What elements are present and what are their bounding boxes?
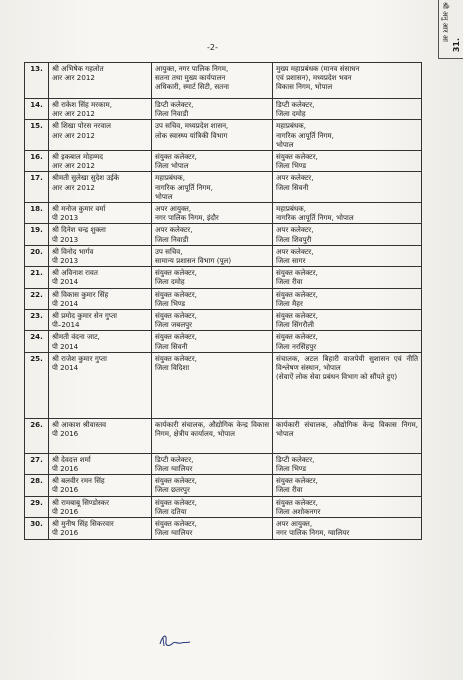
serial-number: 28. <box>25 475 49 496</box>
officer-name <box>49 288 152 309</box>
new-posting-line: नगर पालिक निगम, ग्वालियर <box>276 528 350 538</box>
new-posting-line: (सेवाऐं लोक सेवा प्रबंधन विभाग को सौंपते हुए) <box>276 372 398 382</box>
table-row <box>25 245 422 266</box>
officer-name-line: श्री देवदत्त शर्मा <box>52 454 91 464</box>
new-posting-line: जिला भिण्ड <box>276 161 306 171</box>
officer-name-line: पी 2016 <box>52 464 79 474</box>
officer-name <box>49 120 152 151</box>
officer-name <box>49 453 152 474</box>
table-row <box>25 496 422 517</box>
new-posting-line: अपर कलेक्टर, <box>276 225 314 235</box>
officer-name <box>49 352 152 418</box>
table-row <box>25 63 422 99</box>
current-posting-line: संयुक्त कलेक्टर, <box>155 332 197 342</box>
officer-name-line: श्री विकास कुमार सिंह <box>52 289 109 299</box>
new-posting-line: नागरिक आपूर्ति निगम, <box>276 130 334 140</box>
table-row <box>25 172 422 203</box>
serial-number: 22. <box>25 288 49 309</box>
serial-number: 24. <box>25 331 49 352</box>
table-row <box>25 475 422 496</box>
new-posting <box>273 352 422 418</box>
new-posting-line: महाप्रबंधक, <box>276 121 306 131</box>
new-posting <box>273 496 422 517</box>
current-posting-line: उप सचिव, <box>155 246 183 256</box>
officer-name-line: पी 2013 <box>52 256 79 266</box>
serial-number: 17. <box>25 172 49 203</box>
officer-name-line: श्री आकाश श्रीवास्तव <box>52 419 107 429</box>
current-posting <box>152 496 273 517</box>
current-posting-line: लोक स्वास्थ्य यांत्रिकी विभाग <box>155 130 228 140</box>
new-posting-line: नागरिक आपूर्ति निगम, भोपाल <box>276 213 354 223</box>
current-posting <box>152 453 273 474</box>
current-posting-line: नागरिक आपूर्ति निगम, <box>155 182 213 192</box>
current-posting <box>152 63 273 99</box>
table-row <box>25 151 422 172</box>
current-posting <box>152 120 273 151</box>
current-posting <box>152 172 273 203</box>
officer-name <box>49 245 152 266</box>
officer-name-line: पी 2013 <box>52 213 79 223</box>
transfer-table-body <box>25 63 422 540</box>
current-posting <box>152 518 273 539</box>
officer-name-line: श्री इकबाल मोहम्मद <box>52 152 103 162</box>
serial-number: 13. <box>25 63 49 99</box>
new-posting-line: संयुक्त कलेक्टर, <box>276 289 318 299</box>
officer-name-line: श्री बलवीर रमन सिंह <box>52 476 105 486</box>
officer-name <box>49 203 152 224</box>
officer-name-line: पी 2014 <box>52 298 79 308</box>
table-row <box>25 288 422 309</box>
new-posting <box>273 418 422 453</box>
officer-name <box>49 310 152 331</box>
new-posting <box>273 475 422 496</box>
current-posting-line: डिप्टी कलेक्टर, <box>155 454 194 464</box>
officer-name-line: श्री मुनीष सिंह सिकरवार <box>52 519 114 529</box>
serial-number: 29. <box>25 496 49 517</box>
current-posting <box>152 203 273 224</box>
table-row <box>25 120 422 151</box>
current-posting-line: भोपाल <box>155 191 173 201</box>
officer-name-line: श्री अविनाश रावत <box>52 268 98 278</box>
officer-name-line: पी 2016 <box>52 429 79 439</box>
current-posting-line: संयुक्त कलेक्टर, <box>155 519 197 529</box>
table-row <box>25 352 422 418</box>
serial-number: 23. <box>25 310 49 331</box>
serial-number: 14. <box>25 99 49 120</box>
new-posting <box>273 331 422 352</box>
table-row <box>25 331 422 352</box>
officer-name-line: श्री राकेश सिंह मरकाम, <box>52 100 112 109</box>
current-posting-line: डिप्टी कलेक्टर, <box>155 100 194 109</box>
current-posting-line: संयुक्त कलेक्टर, <box>155 311 197 321</box>
officer-name-line: श्री दिनेश चन्द्र शुक्ला <box>52 225 106 235</box>
current-posting-line: कार्यकारी संचालक, औद्योगिक केन्द्र विकास निगम, क्षेत्रीय कार्यालय, भोपाल <box>155 419 269 439</box>
officer-name <box>49 518 152 539</box>
officer-name-line: पी 2016 <box>52 506 79 516</box>
current-posting <box>152 224 273 245</box>
serial-number: 18. <box>25 203 49 224</box>
adjacent-page-text: श्री अनु आर आ <box>441 2 449 42</box>
new-posting-line: जिला रीवा <box>276 277 303 287</box>
officer-name-line: श्रीमती सुलेखा सुदेश उईके <box>52 173 120 183</box>
officer-name-line: श्रीमती वंदना जाट, <box>52 332 100 342</box>
officer-name-line: श्री अभिषेक गहलोत <box>52 64 104 73</box>
current-posting-line: उप सचिव, मध्यप्रदेश शासन, <box>155 121 229 131</box>
current-posting-line: अपर आयुक्त, <box>155 204 192 214</box>
current-posting-line: संयुक्त कलेक्टर, <box>155 497 197 507</box>
officer-name-line: श्री मनोज कुमार वर्मा <box>52 204 106 214</box>
current-posting-line: अधिकारी, स्मार्ट सिटी, सतना <box>155 82 229 92</box>
new-posting-line: अपर आयुक्त, <box>276 519 313 529</box>
current-posting-line: नगर पालिक निगम, इंदौर <box>155 213 219 223</box>
officer-name-line: आर आर 2012 <box>52 182 95 192</box>
current-posting-line: अपर कलेक्टर, <box>155 225 193 235</box>
officer-name-line: पी 2014 <box>52 363 79 373</box>
current-posting-line: जिला छतरपुर <box>155 485 190 495</box>
officer-name <box>49 475 152 496</box>
current-posting <box>152 352 273 418</box>
new-posting-line: मुख्य महाप्रबंधक (मानव संसाधन <box>276 64 360 73</box>
officer-name <box>49 224 152 245</box>
officer-name <box>49 151 152 172</box>
new-posting-line: जिला रीवा <box>276 485 303 495</box>
officer-name-line: पी 2014 <box>52 341 79 351</box>
table-row <box>25 453 422 474</box>
new-posting-line: महाप्रबंधक, <box>276 204 306 214</box>
page-number: -2- <box>207 43 218 52</box>
current-posting-line: आयुक्त, नगर पालिक निगम, <box>155 64 229 73</box>
officer-name <box>49 418 152 453</box>
officer-name-line: पी–2014 <box>52 320 80 330</box>
current-posting-line: जिला जबलपुर <box>155 320 193 330</box>
new-posting <box>273 120 422 151</box>
new-posting <box>273 63 422 99</box>
adjacent-page-number: 31. <box>452 38 461 53</box>
new-posting-line: डिप्टी कलेक्टर, <box>276 454 315 464</box>
current-posting <box>152 331 273 352</box>
officer-name-line: श्री विनोद भार्गव <box>52 246 94 256</box>
officer-name <box>49 496 152 517</box>
officer-name <box>49 267 152 288</box>
current-posting-line: जिला भोपाल <box>155 161 189 171</box>
officer-name-line: आर आर 2012 <box>52 130 95 140</box>
current-posting-line: संयुक्त कलेक्टर, <box>155 268 197 278</box>
officer-name <box>49 331 152 352</box>
officer-name-line: पी 2013 <box>52 234 79 244</box>
current-posting <box>152 418 273 453</box>
table-row <box>25 203 422 224</box>
new-posting-line: भोपाल <box>276 139 294 149</box>
new-posting-line: अपर कलेक्टर, <box>276 246 314 256</box>
new-posting-line: जिला दमोह <box>276 109 306 119</box>
serial-number: 16. <box>25 151 49 172</box>
transfer-table <box>24 62 422 540</box>
current-posting <box>152 151 273 172</box>
current-posting-line: महाप्रबंधक, <box>155 173 185 183</box>
table-row <box>25 310 422 331</box>
current-posting <box>152 245 273 266</box>
new-posting <box>273 267 422 288</box>
new-posting-line: जिला सिवनी <box>276 182 309 192</box>
new-posting-line: संयुक्त कलेक्टर, <box>276 476 318 486</box>
new-posting <box>273 310 422 331</box>
table-row <box>25 99 422 120</box>
new-posting-line: जिला अशोकनगर <box>276 506 321 516</box>
current-posting <box>152 310 273 331</box>
new-posting <box>273 245 422 266</box>
table-row <box>25 267 422 288</box>
current-posting-line: संयुक्त कलेक्टर, <box>155 289 197 299</box>
table-row <box>25 418 422 453</box>
serial-number: 15. <box>25 120 49 151</box>
officer-name-line: श्री प्रमोद कुमार सेन गुप्ता <box>52 311 117 321</box>
current-posting-line: जिला दमोह <box>155 277 185 287</box>
current-posting-line: संयुक्त कलेक्टर, <box>155 152 197 162</box>
current-posting <box>152 267 273 288</box>
new-posting-line: संचालक, अटल बिहारी वाजपेयी सुशासन एवं नीति विश्लेषण संस्थान, भोपाल <box>276 353 418 373</box>
new-posting-line: विकास निगम, भोपाल <box>276 82 333 92</box>
serial-number: 19. <box>25 224 49 245</box>
new-posting <box>273 99 422 120</box>
officer-name-line: आर आर 2012 <box>52 73 95 83</box>
new-posting-line: अपर कलेक्टर, <box>276 173 314 183</box>
current-posting-line: जिला विदिशा <box>155 363 190 373</box>
current-posting-line: सामान्य प्रशासन विभाग (पूल) <box>155 256 232 266</box>
table-row <box>25 224 422 245</box>
current-posting-line: जिला सिवनी <box>155 341 188 351</box>
new-posting <box>273 518 422 539</box>
new-posting <box>273 453 422 474</box>
current-posting-line: जिला दतिया <box>155 506 187 516</box>
new-posting <box>273 288 422 309</box>
officer-name-line: श्री शिखा पोरस नरवाल <box>52 121 111 131</box>
officer-name <box>49 172 152 203</box>
current-posting <box>152 99 273 120</box>
new-posting-line: डिप्टी कलेक्टर, <box>276 100 315 109</box>
current-posting-line: जिला ग्वालियर <box>155 464 193 474</box>
officer-name-line: पी 2016 <box>52 485 79 495</box>
officer-name <box>49 99 152 120</box>
current-posting-line: जिला भिण्ड <box>155 298 185 308</box>
officer-name-line: श्री रामबाबू सिण्डोस्कर <box>52 497 110 507</box>
new-posting-line: कार्यकारी संचालक, औद्योगिक केन्द्र विकास निगम, भोपाल <box>276 419 418 439</box>
officer-name-line: पी 2016 <box>52 528 79 538</box>
new-posting-line: संयुक्त कलेक्टर, <box>276 332 318 342</box>
new-posting-line: संयुक्त कलेक्टर, <box>276 311 318 321</box>
current-posting-line: संयुक्त कलेक्टर, <box>155 476 197 486</box>
current-posting-line: सतना तथा मुख्य कार्यपालन <box>155 73 226 83</box>
signature-mark <box>157 632 191 650</box>
table-row <box>25 518 422 539</box>
new-posting-line: जिला नरसिंहपुर <box>276 341 317 351</box>
serial-number: 27. <box>25 453 49 474</box>
serial-number: 20. <box>25 245 49 266</box>
officer-name <box>49 63 152 99</box>
new-posting <box>273 203 422 224</box>
new-posting <box>273 172 422 203</box>
serial-number: 21. <box>25 267 49 288</box>
new-posting-line: एवं प्रशासन), मध्यप्रदेश भवन <box>276 73 352 83</box>
new-posting <box>273 224 422 245</box>
new-posting-line: संयुक्त कलेक्टर, <box>276 268 318 278</box>
current-posting-line: जिला ग्वालियर <box>155 528 193 538</box>
new-posting-line: जिला भिण्ड <box>276 464 306 474</box>
current-posting <box>152 288 273 309</box>
serial-number: 30. <box>25 518 49 539</box>
officer-name-line: आर आर 2012 <box>52 109 95 119</box>
current-posting-line: जिला निवाडी <box>155 234 189 244</box>
current-posting-line: जिला निवाडी <box>155 109 189 119</box>
new-posting-line: संयुक्त कलेक्टर, <box>276 497 318 507</box>
new-posting <box>273 151 422 172</box>
serial-number: 26. <box>25 418 49 453</box>
new-posting-line: जिला शिवपुरी <box>276 234 312 244</box>
officer-name-line: श्री राजेश कुमार गुप्ता <box>52 353 107 363</box>
new-posting-line: संयुक्त कलेक्टर, <box>276 152 318 162</box>
new-posting-line: जिला सागर <box>276 256 306 266</box>
officer-name-line: पी 2014 <box>52 277 79 287</box>
officer-name-line: आर आर 2012 <box>52 161 95 171</box>
current-posting <box>152 475 273 496</box>
current-posting-line: संयुक्त कलेक्टर, <box>155 353 197 363</box>
serial-number: 25. <box>25 352 49 418</box>
new-posting-line: जिला मैहर <box>276 298 303 308</box>
new-posting-line: जिला सिंगरौली <box>276 320 315 330</box>
